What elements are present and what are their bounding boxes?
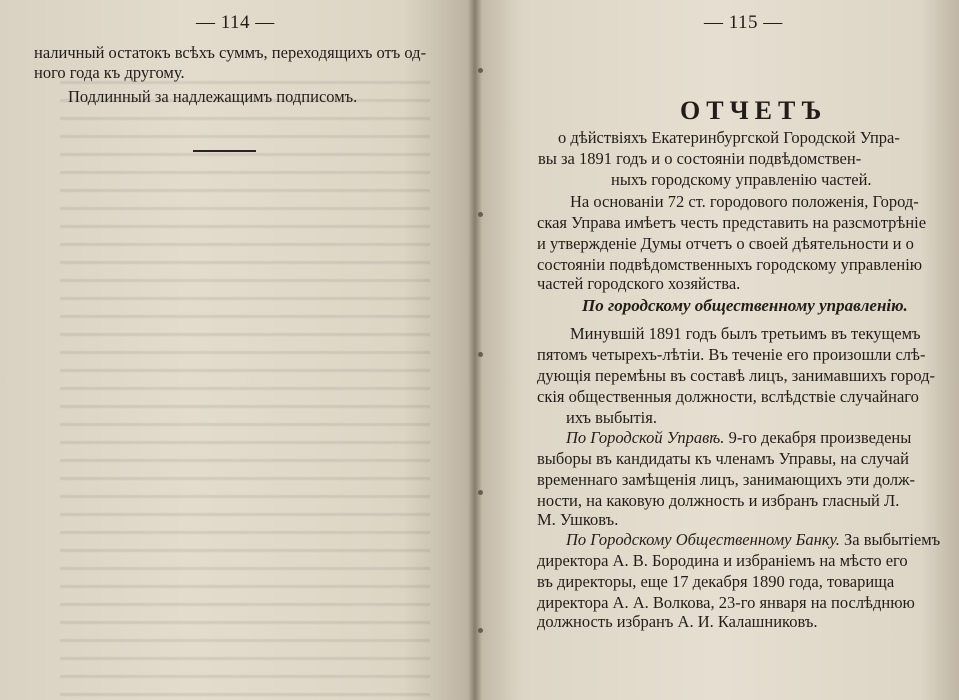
intro-line: ская Управа имѣетъ честь представить на разсмотрѣніе (537, 213, 927, 232)
page-number-right: — 115 — (704, 12, 783, 33)
paragraph-line: М. Ушковъ. (537, 510, 619, 529)
intro-line: На основаніи 72 ст. городового положенія, Город- (570, 192, 919, 211)
paragraph-line: временнаго замѣщенія лицъ, занимающихъ эти долж- (537, 470, 916, 489)
page-number-left: — 114 — (196, 12, 275, 33)
left-text-line: наличный остатокъ всѣхъ суммъ, переходящихъ отъ од- (34, 43, 427, 62)
section-heading: По городскому общественному управленію. (582, 296, 908, 315)
subtitle-line: о дѣйствіяхъ Екатеринбургской Городской Упра- (558, 128, 900, 147)
paragraph-line: ности, на каковую должность и избранъ гласный Л. (537, 491, 900, 510)
uprava-heading: По Городской Управѣ. (566, 428, 725, 447)
signature-note: Подлинный за надлежащимъ подписомъ. (68, 87, 358, 106)
intro-line: состояніи подвѣдомственныхъ городскому управленію (537, 255, 923, 274)
left-text-line: ного года къ другому. (34, 63, 185, 82)
intro-line: и утвержденіе Думы отчетъ о своей дѣятельности и о (537, 234, 914, 253)
paragraph-line: должность избранъ А. И. Калашниковъ. (537, 612, 818, 631)
paragraph-line: въ директоры, еще 17 декабря 1890 года, товарища (537, 572, 895, 591)
paragraph-line: выборы въ кандидаты къ членамъ Управы, на случай (537, 449, 909, 468)
uprava-first-line: По Городской Управѣ. 9-го декабря произведены (566, 428, 912, 447)
paragraph-line: Минувшій 1891 годъ былъ третьимъ въ текущемъ (570, 324, 921, 343)
paragraph-line: дующія перемѣны въ составѣ лицъ, занимавшихъ город- (537, 366, 936, 385)
paragraph-line: директора А. В. Бородина и избраніемъ на мѣсто его (537, 551, 908, 570)
report-title: ОТЧЕТЪ (680, 96, 828, 125)
paragraph-line: пятомъ четырехъ-лѣтіи. Въ теченіе его произошли слѣ- (537, 345, 926, 364)
paragraph-line: директора А. А. Волкова, 23-го января на послѣднюю (537, 593, 915, 612)
intro-line: частей городского хозяйства. (537, 274, 741, 293)
subtitle-line: вы за 1891 годъ и о состояніи подвѣдомствен- (538, 149, 862, 168)
paragraph-line: скія общественныя должности, вслѣдствіе случайнаго (537, 387, 919, 406)
bank-first-line: По Городскому Общественному Банку. За выбытіемъ (566, 530, 941, 549)
subtitle-line: ныхъ городскому управленію частей. (611, 170, 872, 189)
bank-heading: По Городскому Общественному Банку. (566, 530, 840, 549)
paragraph-line: ихъ выбытія. (566, 408, 657, 427)
